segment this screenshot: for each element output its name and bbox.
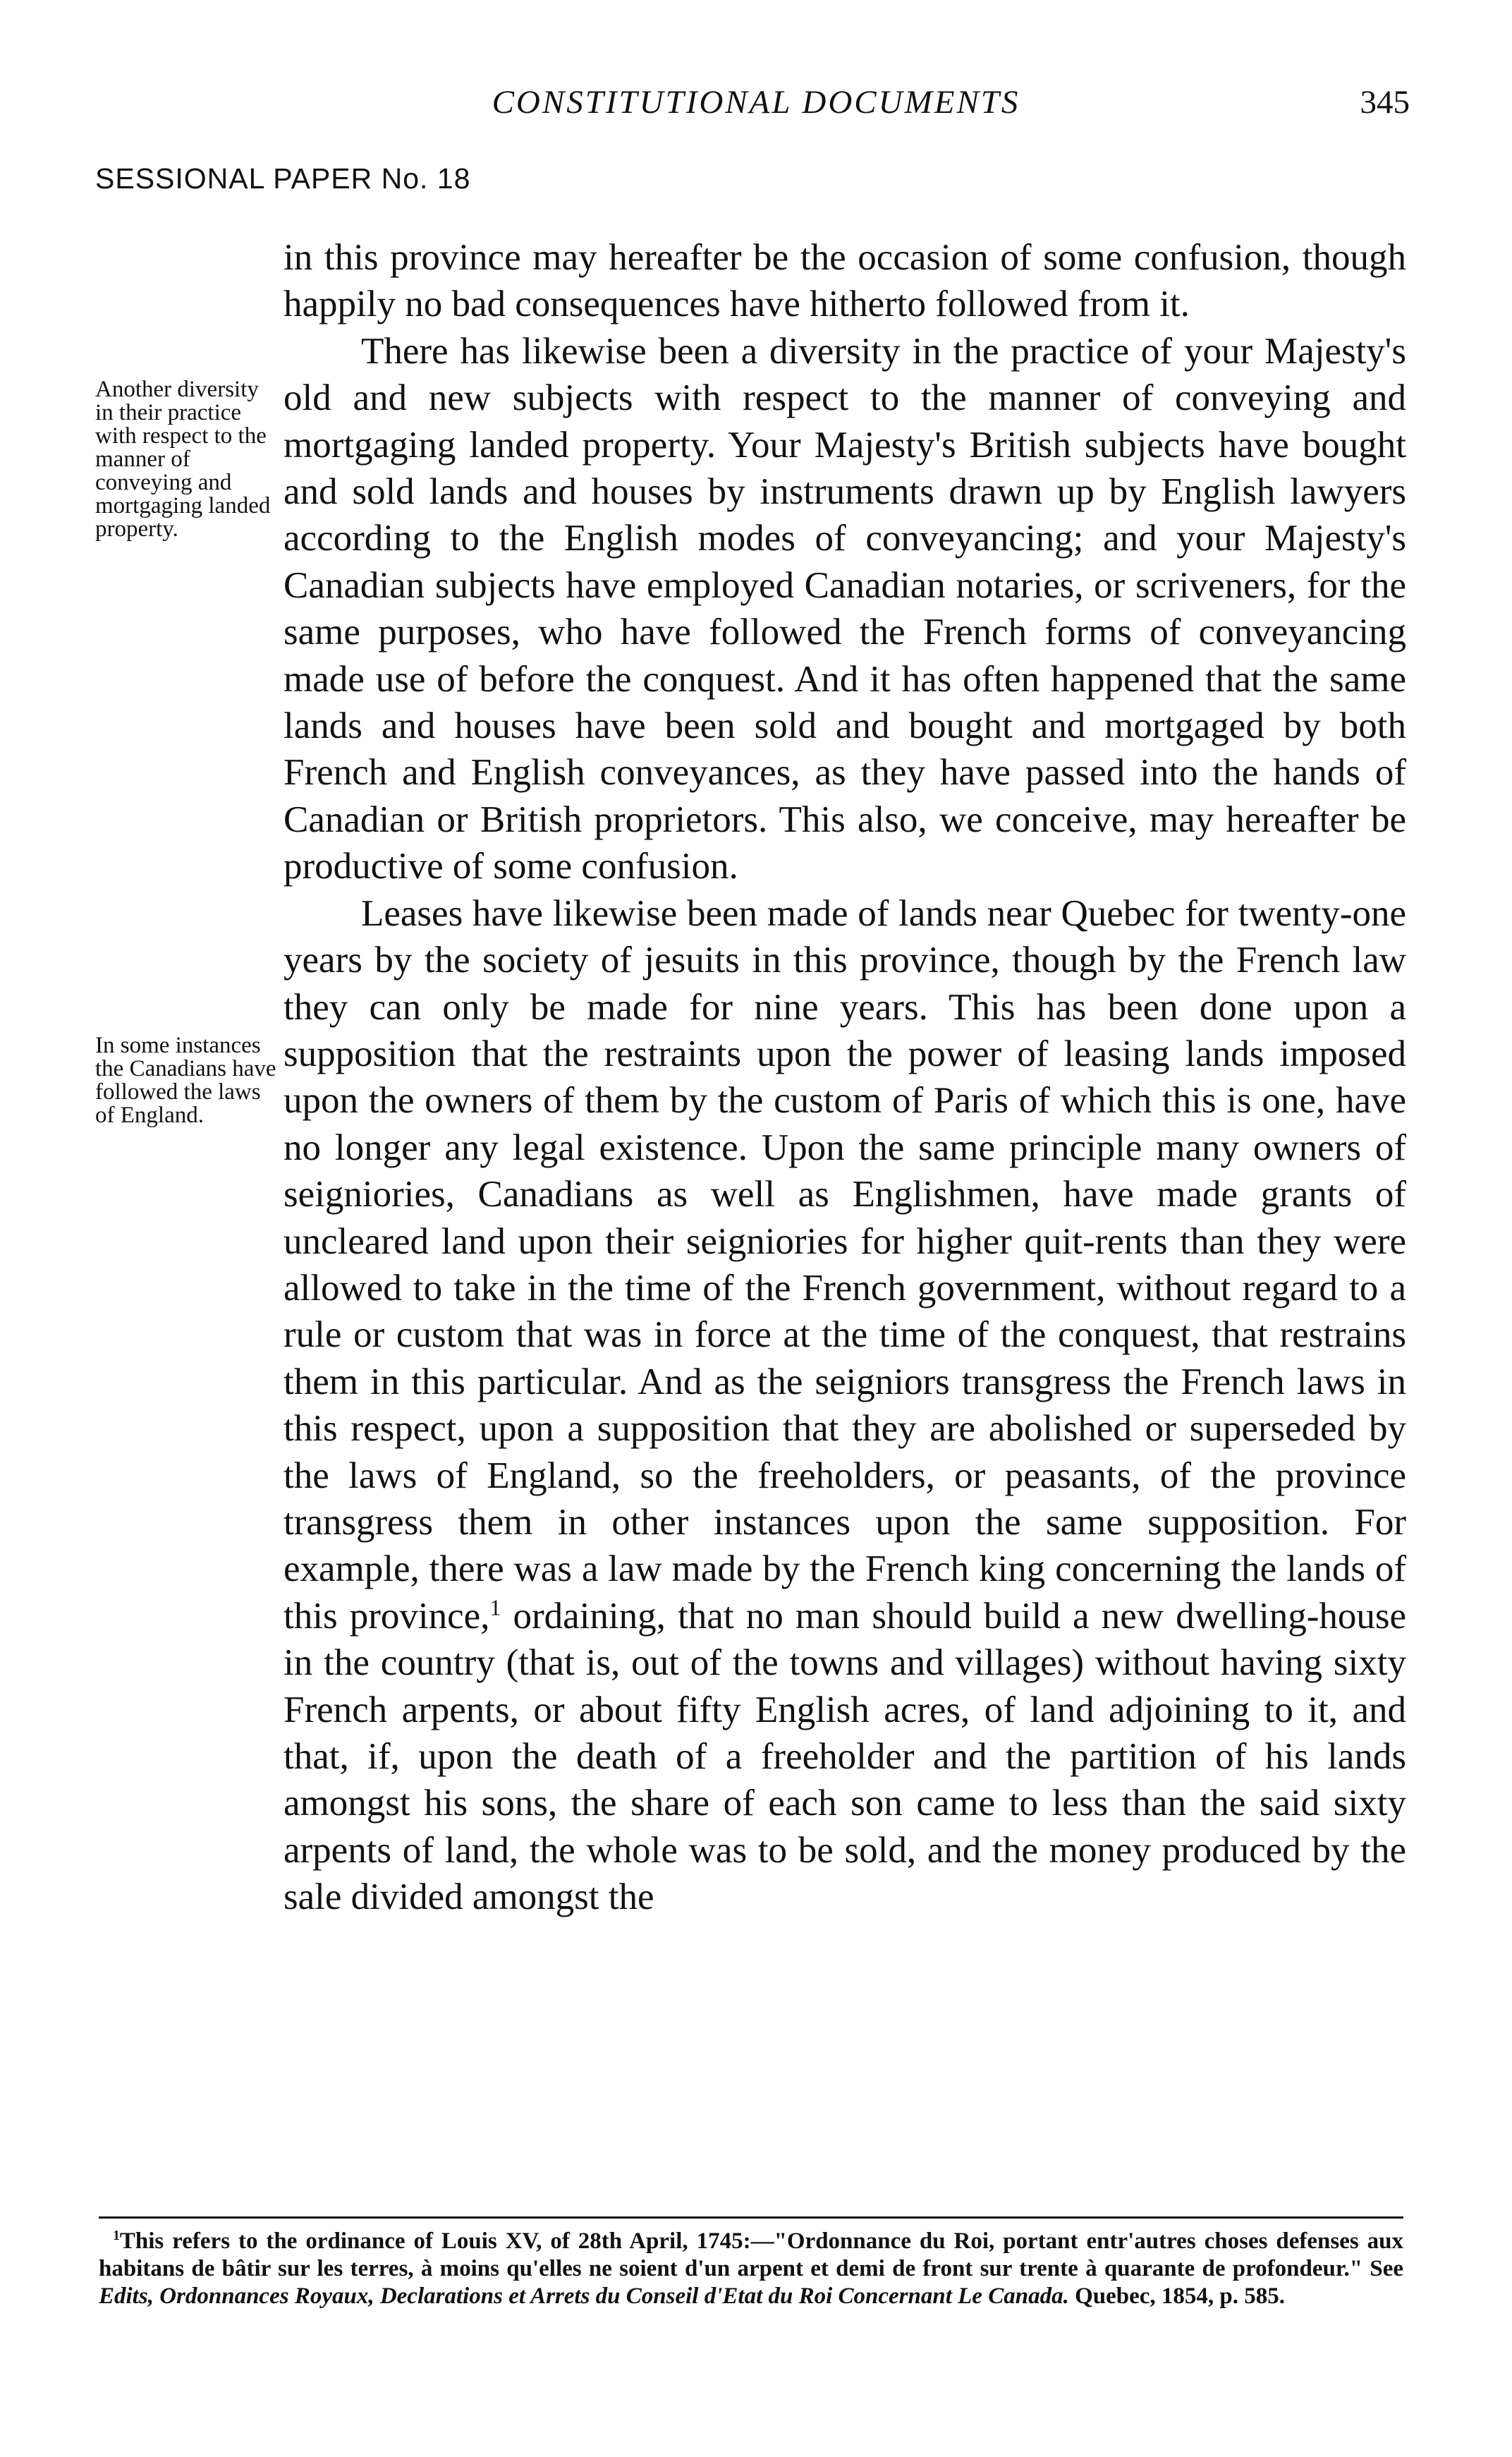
main-text [284,234,1406,1921]
sessional-paper-label: SESSIONAL PAPER No. 18 [95,162,471,195]
sidenote-conveying: Another diversity in their practice with respect to the manner of conveying and mortgaging landed property. [95,377,271,542]
paragraph-1: in this province may hereafter be the occasion of some confusion, though happily no bad consequences have hitherto followed from it. [284,237,1406,325]
paragraph-3-text-a: Leases have likewise been made of lands near Quebec for twenty-one years by the society of jesuits in this province, though by the French law they can only be made for nine years. This has been done upon a supposition that the restraints upon the power of leasing lands imposed upon the owners of them by the custom of Paris of which this is one, have no longer any legal existence. Upon the same principle many owners of seigniories, Canadians as well as Englishmen, have made grants of uncleared land upon their seigniories for higher quit-rents than they were allowed to take in the time of the French government, without regard to a rule or custom that was in force at the time of the conquest, that restrains them in this particular. And as the seigniors transgress the French laws in this respect, upon a supposition that they are abolished or superseded by the laws of England, so the freeholders, or peasants, of the province transgress them in other instances upon the same supposition. For example, there was a law made by the French king concerning the lands of this province, [284,892,1406,1637]
paragraph-3-text-b: ordaining, that no man should build a new dwelling-house in the country (that is, out of the towns and villages) without having sixty French arpents, or about fifty English acres, of land adjoining to it, and that, if, upon the death of a freeholder and the partition of his lands amongst his sons, the share of each son came to less than the said sixty arpents of land, the whole was to be sold, and the money produced by the sale divided amongst the [284,1595,1406,1918]
running-title: CONSTITUTIONAL DOCUMENTS [492,84,1020,121]
footnote-citation: Edits, Ordonnances Royaux, Declarations et Arrets du Conseil d'Etat du Roi Concernant Le Canada. [99,2283,1069,2309]
footnote-marker: 1 [113,2228,120,2243]
footnote-location: Quebec, 1854, p. 585. [1068,2283,1285,2309]
footnote-text: This refers to the ordinance of Louis XV, of 28th April, 1745:—"Ordonnance du Roi, portant entr'autres choses defenses aux habitans de bâtir sur les terres, à moins qu'elles ne soient d'un arpent et demi de front sur trente à quarante de profondeur." See [99,2228,1403,2281]
paragraph-3 [284,890,1406,1921]
footnote [99,2228,1403,2310]
paragraph-2: There has likewise been a diversity in the practice of your Majesty's old and new subjects with respect to the manner of conveying and mortgaging landed property. Your Majesty's British subjects have bought and sold lands and houses by instruments drawn up by English lawyers according to the English modes of conveyancing; and your Majesty's Canadian subjects have employed Canadian notaries, or scriveners, for the same purposes, who have followed the French forms of conveyancing made use of before the conquest. And it has often happened that the same lands and houses have been sold and bought and mortgaged by both French and English conveyances, as they have passed into the hands of Canadian or British proprietors. This also, we conceive, may hereafter be productive of some confusion. [284,330,1406,887]
page-number: 345 [1360,84,1410,121]
footnote-reference[interactable]: 1 [489,1595,501,1620]
sidenote-laws-of-england: In some instances the Canadians have followed the laws of England. [95,1033,276,1128]
footnote-divider [99,2216,1403,2219]
